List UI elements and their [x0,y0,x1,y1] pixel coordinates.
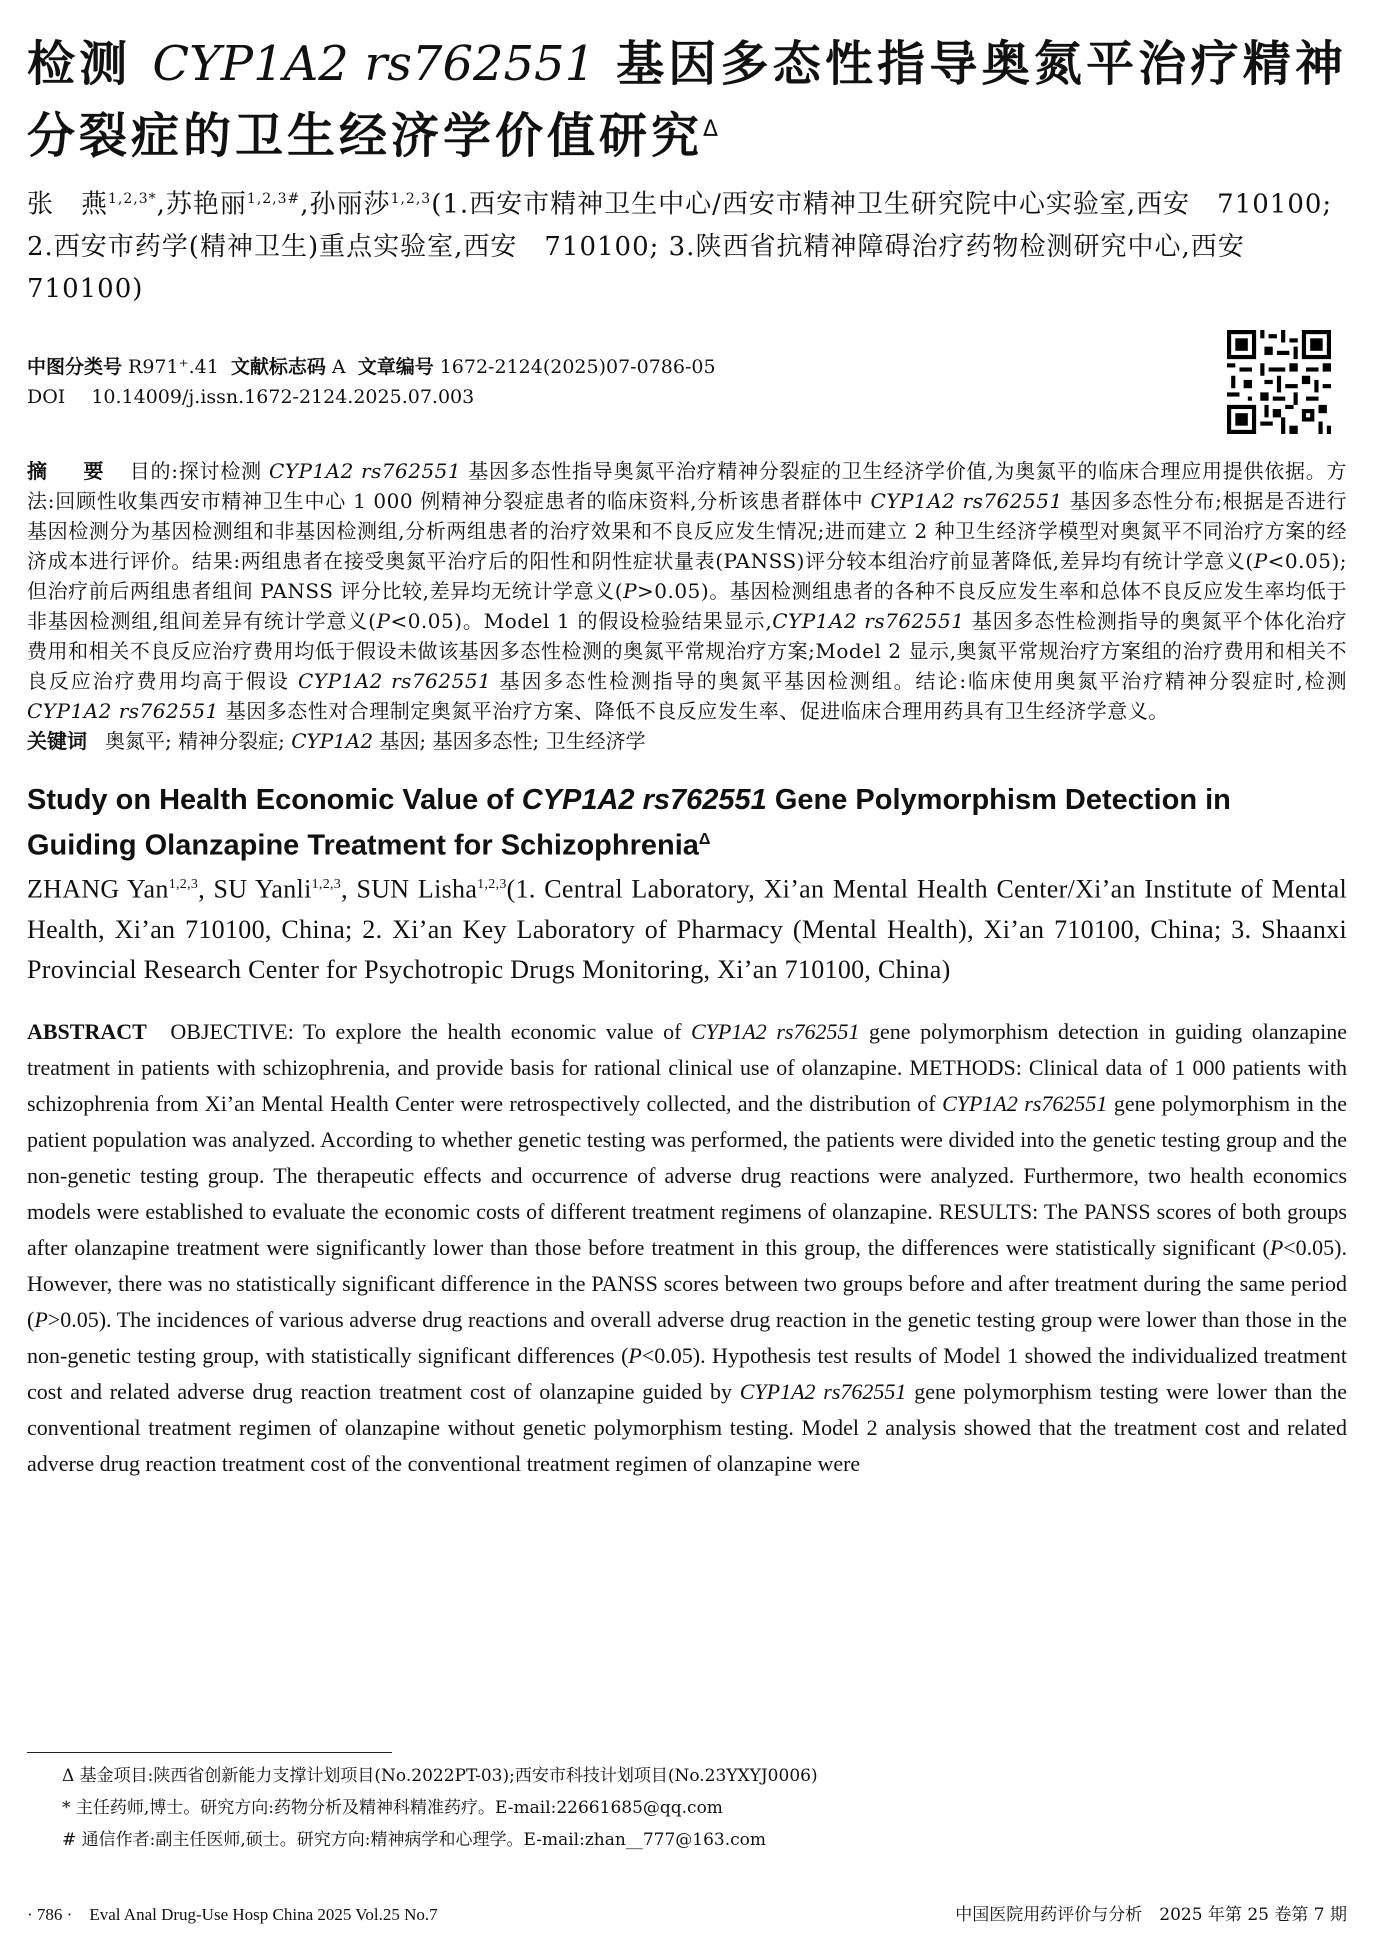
affiliation-en: (1. Central Laboratory, Xi’an Mental Health Center/Xi’an Institute of Mental Health, Xi’an 710100, China; 2. Xi’an Key Laboratory of Pharmacy (Mental Health), Xi’an 710100, China; 3. Shaanxi Provincial Research Center for Psychotropic Drugs Monitoring, Xi’an 710100, China) [27,874,1348,984]
abstract-cn-text: 基因多态性对合理制定奥氮平治疗方案、降低不良反应发生率、促进临床合理用药具有卫生经济学意义。 [225,698,1169,723]
abstract-cn-text: <0.05);但治疗前后两组患者组间 PANSS 评分比较,差异均无统计学意义( [27,548,1347,603]
footer-journal-cn: 中国医院用药评价与分析 2025 年第 25 卷第 7 期 [955,1905,1347,1925]
keywords-cn-heading: 关键词 [27,728,87,753]
abstract-cn-text: >0.05)。基因检测组患者的各种不良反应发生率和总体不良反应发生率均低于非基因检测组,组间差异有统计学意义( [27,578,1347,633]
author-sup: 1,2,3# [246,191,301,207]
title-en-gene: CYP1A2 rs762551 [521,783,767,816]
gene-name: CYP1A2 rs762551 [739,1378,907,1404]
author-sup: 1,2,3 [390,191,432,207]
footnotes [62,1760,818,1856]
page-footer [27,1900,1347,1925]
abstract-cn-text: 基因多态性检测指导的奥氮平基因检测组。结论:临床使用奥氮平治疗精神分裂症时,检测 [499,668,1348,693]
title-cn-part: 检测 [27,36,132,92]
class-label: 中图分类号 [27,355,123,378]
article-label: 文章编号 [357,355,434,378]
author-name: ZHANG Yan [27,874,169,904]
keywords-cn [27,726,1347,756]
gene-name: CYP1A2 rs762551 [870,488,1063,513]
author-name: , SU Yanli [198,874,312,904]
chinese-title [27,28,1347,172]
author-name: 孙丽莎 [309,189,391,220]
abstract-en-text: OBJECTIVE: To explore the health economic value of [170,1018,682,1044]
p-symbol: P [34,1306,48,1332]
author-name: 张 燕 [27,189,109,220]
title-cn-fund-mark: Δ [703,117,723,142]
abstract-cn-heading: 摘 要 [27,458,112,483]
author-sup: 1,2,3 [477,877,507,893]
abstract-en-text: >0.05). The incidences of various adverse drug reactions and overall adverse drug reaction in the genetic testing group were lower than those in the non-genetic testing group, with statistically significant differences ( [27,1306,1347,1368]
title-en-fund-mark: Δ [698,830,711,848]
doc-value: A [331,355,346,378]
gene-name: CYP1A2 rs762551 [27,698,219,723]
authors-en [27,865,1347,990]
title-en-part: Study on Health Economic Value of [27,783,514,816]
footnote-divider [27,1752,392,1753]
abstract-en-text: <0.05). However, there was no statistically significant difference in the PANSS scores between two groups before and after treatment during the same period ( [27,1234,1347,1332]
qr-code-icon [1227,330,1331,434]
article-page [27,0,1347,1482]
abstract-cn-text: 基因多态性检测指导的奥氮平个体化治疗费用和相关不良反应治疗费用均低于假设未做该基因多态性检测的奥氮平常规治疗方案;Model 2 显示,奥氮平常规治疗方案组的治疗费用和相关不良反应治疗费用均高于假设 [27,608,1348,693]
abstract-en-text: <0.05). Hypothesis test results of Model 1 showed the individualized treatment cost and related adverse drug reaction treatment cost of olanzapine guided by [27,1342,1347,1404]
footnote-corresponding: # 通信作者:副主任医师,硕士。研究方向:精神病学和心理学。E-mail:zhan__777@163.com [62,1830,766,1850]
p-symbol: P [623,578,638,603]
abstract-cn-text: <0.05)。Model 1 的假设检验结果显示, [390,608,773,633]
abstract-cn-text: 基因多态性分布;根据是否进行基因检测分为基因检测组和非基因检测组,分析两组患者的治疗效果和不良反应发生情况;进而建立 2 种卫生经济学模型对奥氮平不同治疗方案的经济成本进行评价。结果:两组患者在接受奥氮平治疗后的阳性和阴性症状量表(PANSS)评分较本组治疗前显著降低,差异均有统计学意义( [27,488,1347,573]
keywords-cn-text: 奥氮平; 精神分裂症; [105,728,285,753]
affiliation-cn: (1.西安市精神卫生中心/西安市精神卫生研究院中心实验室,西安 710100; 2.西安市药学(精神卫生)重点实验室,西安 710100; 3.陕西省抗精神障碍治疗药物检测研究中心,西安 710100) [27,189,1333,304]
abstract-cn-text: 基因多态性指导奥氮平治疗精神分裂症的卫生经济学价值,为奥氮平的临床合理应用提供依据。方法:回顾性收集西安市精神卫生中心 1 000 例精神分裂症患者的临床资料,分析该患者群体中 [27,458,1348,513]
authors-cn: 张 燕$^{1,2,3*}$,苏艳丽$^{1,2,3\#}$,孙丽莎$^{1,2,3}$(1.西安市精神卫生中心/西安市精神卫生研究院中心实验室,西安 710100; 2.西安市药学(精神卫生)重点实验室,西安 710100; 3.陕西省抗精神障碍治疗药物检测研究中心,西安 710100) [27,189,1333,304]
gene-name: CYP1A2 rs762551 [690,1018,860,1044]
p-symbol: P [1253,548,1268,573]
doi-label: DOI [27,385,66,408]
footnote-funding: Δ 基金项目:陕西省创新能力支撑计划项目(No.2022PT-03);西安市科技计划项目(No.23YXYJ0006) [62,1766,818,1786]
doc-label: 文献标志码 [230,355,326,378]
abstract-en-heading: ABSTRACT [27,1018,147,1044]
gene-name: CYP1A2 rs762551 [942,1090,1108,1116]
doi-value: 10.14009/j.issn.1672-2124.2025.07.003 [91,385,475,408]
footer-journal-en: · 786 · Eval Anal Drug-Use Hosp China 2025 Vol.25 No.7 [27,1905,438,1924]
abstract-cn-text: 目的:探讨检测 [129,458,262,483]
title-cn-gene: CYP1A2 rs762551 [152,36,596,92]
class-value: R971⁺.41 [128,355,219,378]
abstract-en-text: gene polymorphism testing were lower than the conventional treatment regimen of olanzapine without genetic polymorphism testing. Model 2 analysis showed that the treatment cost and related adverse drug reaction treatment cost of the conventional treatment regimen of olanzapine were [27,1378,1347,1476]
keywords-cn-text: 基因; 基因多态性; 卫生经济学 [379,728,646,753]
author-sup: 1,2,3* [108,191,157,207]
article-value: 1672-2124(2025)07-0786-05 [439,355,716,378]
author-name: , SUN Lisha [341,874,478,904]
english-title [27,780,1347,866]
author-sup: 1,2,3 [311,877,342,893]
gene-name: CYP1A2 [291,728,374,753]
title-cn-part: 基因多态性指导奥氮平 [616,36,1139,92]
author-name: 苏艳丽 [165,189,247,220]
title-cn-part: 治疗精神分裂症的卫生经济学价值研究 [27,36,1347,164]
abstract-en-text: gene polymorphism in the patient population was analyzed. According to whether genetic testing was performed, the patients were divided into the genetic testing group and the non-genetic testing group. The therapeutic effects and occurrence of adverse drug reactions were analyzed. Furthermore, two health economics models were established to evaluate the economic costs of different treatment regimens of olanzapine. RESULTS: The PANSS scores of both groups after olanzapine treatment were significantly lower than those before treatment in this group, the differences were statistically significant ( [27,1090,1348,1260]
abstract-cn [27,456,1347,726]
gene-name: CYP1A2 rs762551 [772,608,965,633]
p-symbol: P [1269,1234,1284,1260]
gene-name: CYP1A2 rs762551 [268,458,462,483]
abstract-en-text: gene polymorphism detection in guiding olanzapine treatment in patients with schizophrenia, and provide basis for rational clinical use of olanzapine. METHODS: Clinical data of 1 000 patients with schizophrenia from Xi’an Mental Health Center were retrospectively collected, and the distribution of [27,1018,1348,1116]
footnote-author: * 主任药师,博士。研究方向:药物分析及精神科精准药疗。E-mail:22661685@qq.com [62,1798,723,1818]
p-symbol: P [376,608,391,633]
author-sup: 1,2,3 [168,877,199,893]
p-symbol: P [628,1342,642,1368]
abstract-en [27,1014,1347,1482]
gene-name: CYP1A2 rs762551 [298,668,492,693]
article-meta [27,336,1347,446]
title-en-part: Gene Polymorphism Detection in Guiding Olanzapine Treatment for Schizophrenia [27,783,1231,862]
